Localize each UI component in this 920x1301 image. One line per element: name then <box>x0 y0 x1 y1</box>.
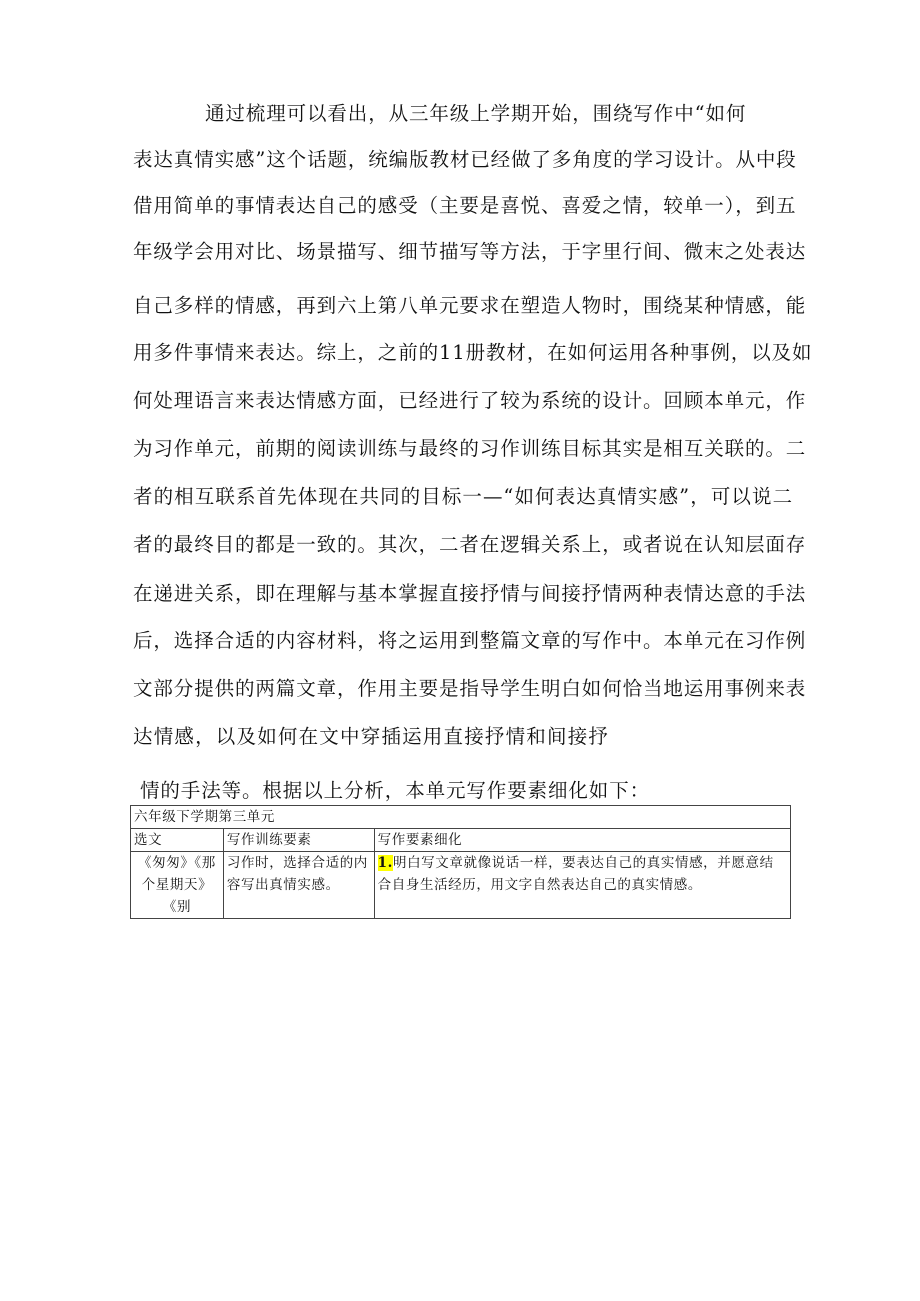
header-element-detail: 写作要素细化 <box>374 829 790 852</box>
detail-text: 明白写文章就像说话一样，要表达自己的真实情感，并愿意结合自身生活经历，用文字自然表达自己的真实情感。 <box>377 855 774 893</box>
paragraph-tail-line: 情的手法等。根据以上分析，本单元写作要素细化如下： <box>140 779 651 802</box>
table-title-row <box>131 806 791 829</box>
cell-element-detail-wrap <box>374 852 790 919</box>
paragraph-line-9: 者的相互联系首先体现在共同的目标一—“如何表达真情实感”，可以说二 <box>133 485 793 508</box>
paragraph-line-7: 何处理语言来表达情感方面，已经进行了较为系统的设计。回顾本单元，作 <box>133 389 807 412</box>
header-training-element: 写作训练要素 <box>223 829 374 852</box>
paragraph-line-8: 为习作单元，前期的阅读训练与最终的习作训练目标其实是相互关联的。二 <box>133 437 807 460</box>
table-title: 六年级下学期第三单元 <box>131 806 791 829</box>
cell-selections: 《匆匆》《那个星期天》《别 <box>138 855 216 915</box>
paragraph-line-13: 文部分提供的两篇文章，作用主要是指导学生明白如何恰当地运用事例来表 <box>133 677 807 700</box>
cell-selections-wrap <box>131 852 224 919</box>
cell-training-element-wrap <box>223 852 374 919</box>
cell-training-element: 习作时，选择合适的内容写出真情实感。 <box>226 855 368 893</box>
paragraph-line-2: 表达真情实感”这个话题，统编版教材已经做了多角度的学习设计。从中段 <box>133 148 797 171</box>
writing-elements-table <box>130 805 791 919</box>
detail-number-highlight: 1. <box>377 855 393 871</box>
paragraph-line-5: 自己多样的情感，再到六上第八单元要求在塑造人物时，围绕某种情感，能 <box>133 294 807 317</box>
header-selections: 选文 <box>131 829 224 852</box>
table-row <box>131 852 791 919</box>
paragraph-line-14: 达情感，以及如何在文中穿插运用直接抒情和间接抒 <box>133 725 610 748</box>
paragraph-line-1: 通过梳理可以看出，从三年级上学期开始，围绕写作中“如何 <box>205 102 747 125</box>
paragraph-line-12: 后，选择合适的内容材料，将之运用到整篇文章的写作中。本单元在习作例 <box>133 629 807 652</box>
table-header-row <box>131 829 791 852</box>
paragraph-line-11: 在递进关系，即在理解与基本掌握直接抒情与间接抒情两种表情达意的手法 <box>133 582 807 605</box>
paragraph-line-3: 借用简单的事情表达自己的感受（主要是喜悦、喜爱之情，较单一），到五 <box>133 194 797 217</box>
paragraph-line-10: 者的最终目的都是一致的。其次，二者在逻辑关系上，或者说在认知层面存 <box>133 533 807 556</box>
paragraph-line-4: 年级学会用对比、场景描写、细节描写等方法，于字里行间、微末之处表达 <box>133 240 807 263</box>
paragraph-line-6: 用多件事情来表达。综上，之前的11册教材，在如何运用各种事例，以及如 <box>133 341 813 364</box>
cell-element-detail <box>378 852 787 918</box>
